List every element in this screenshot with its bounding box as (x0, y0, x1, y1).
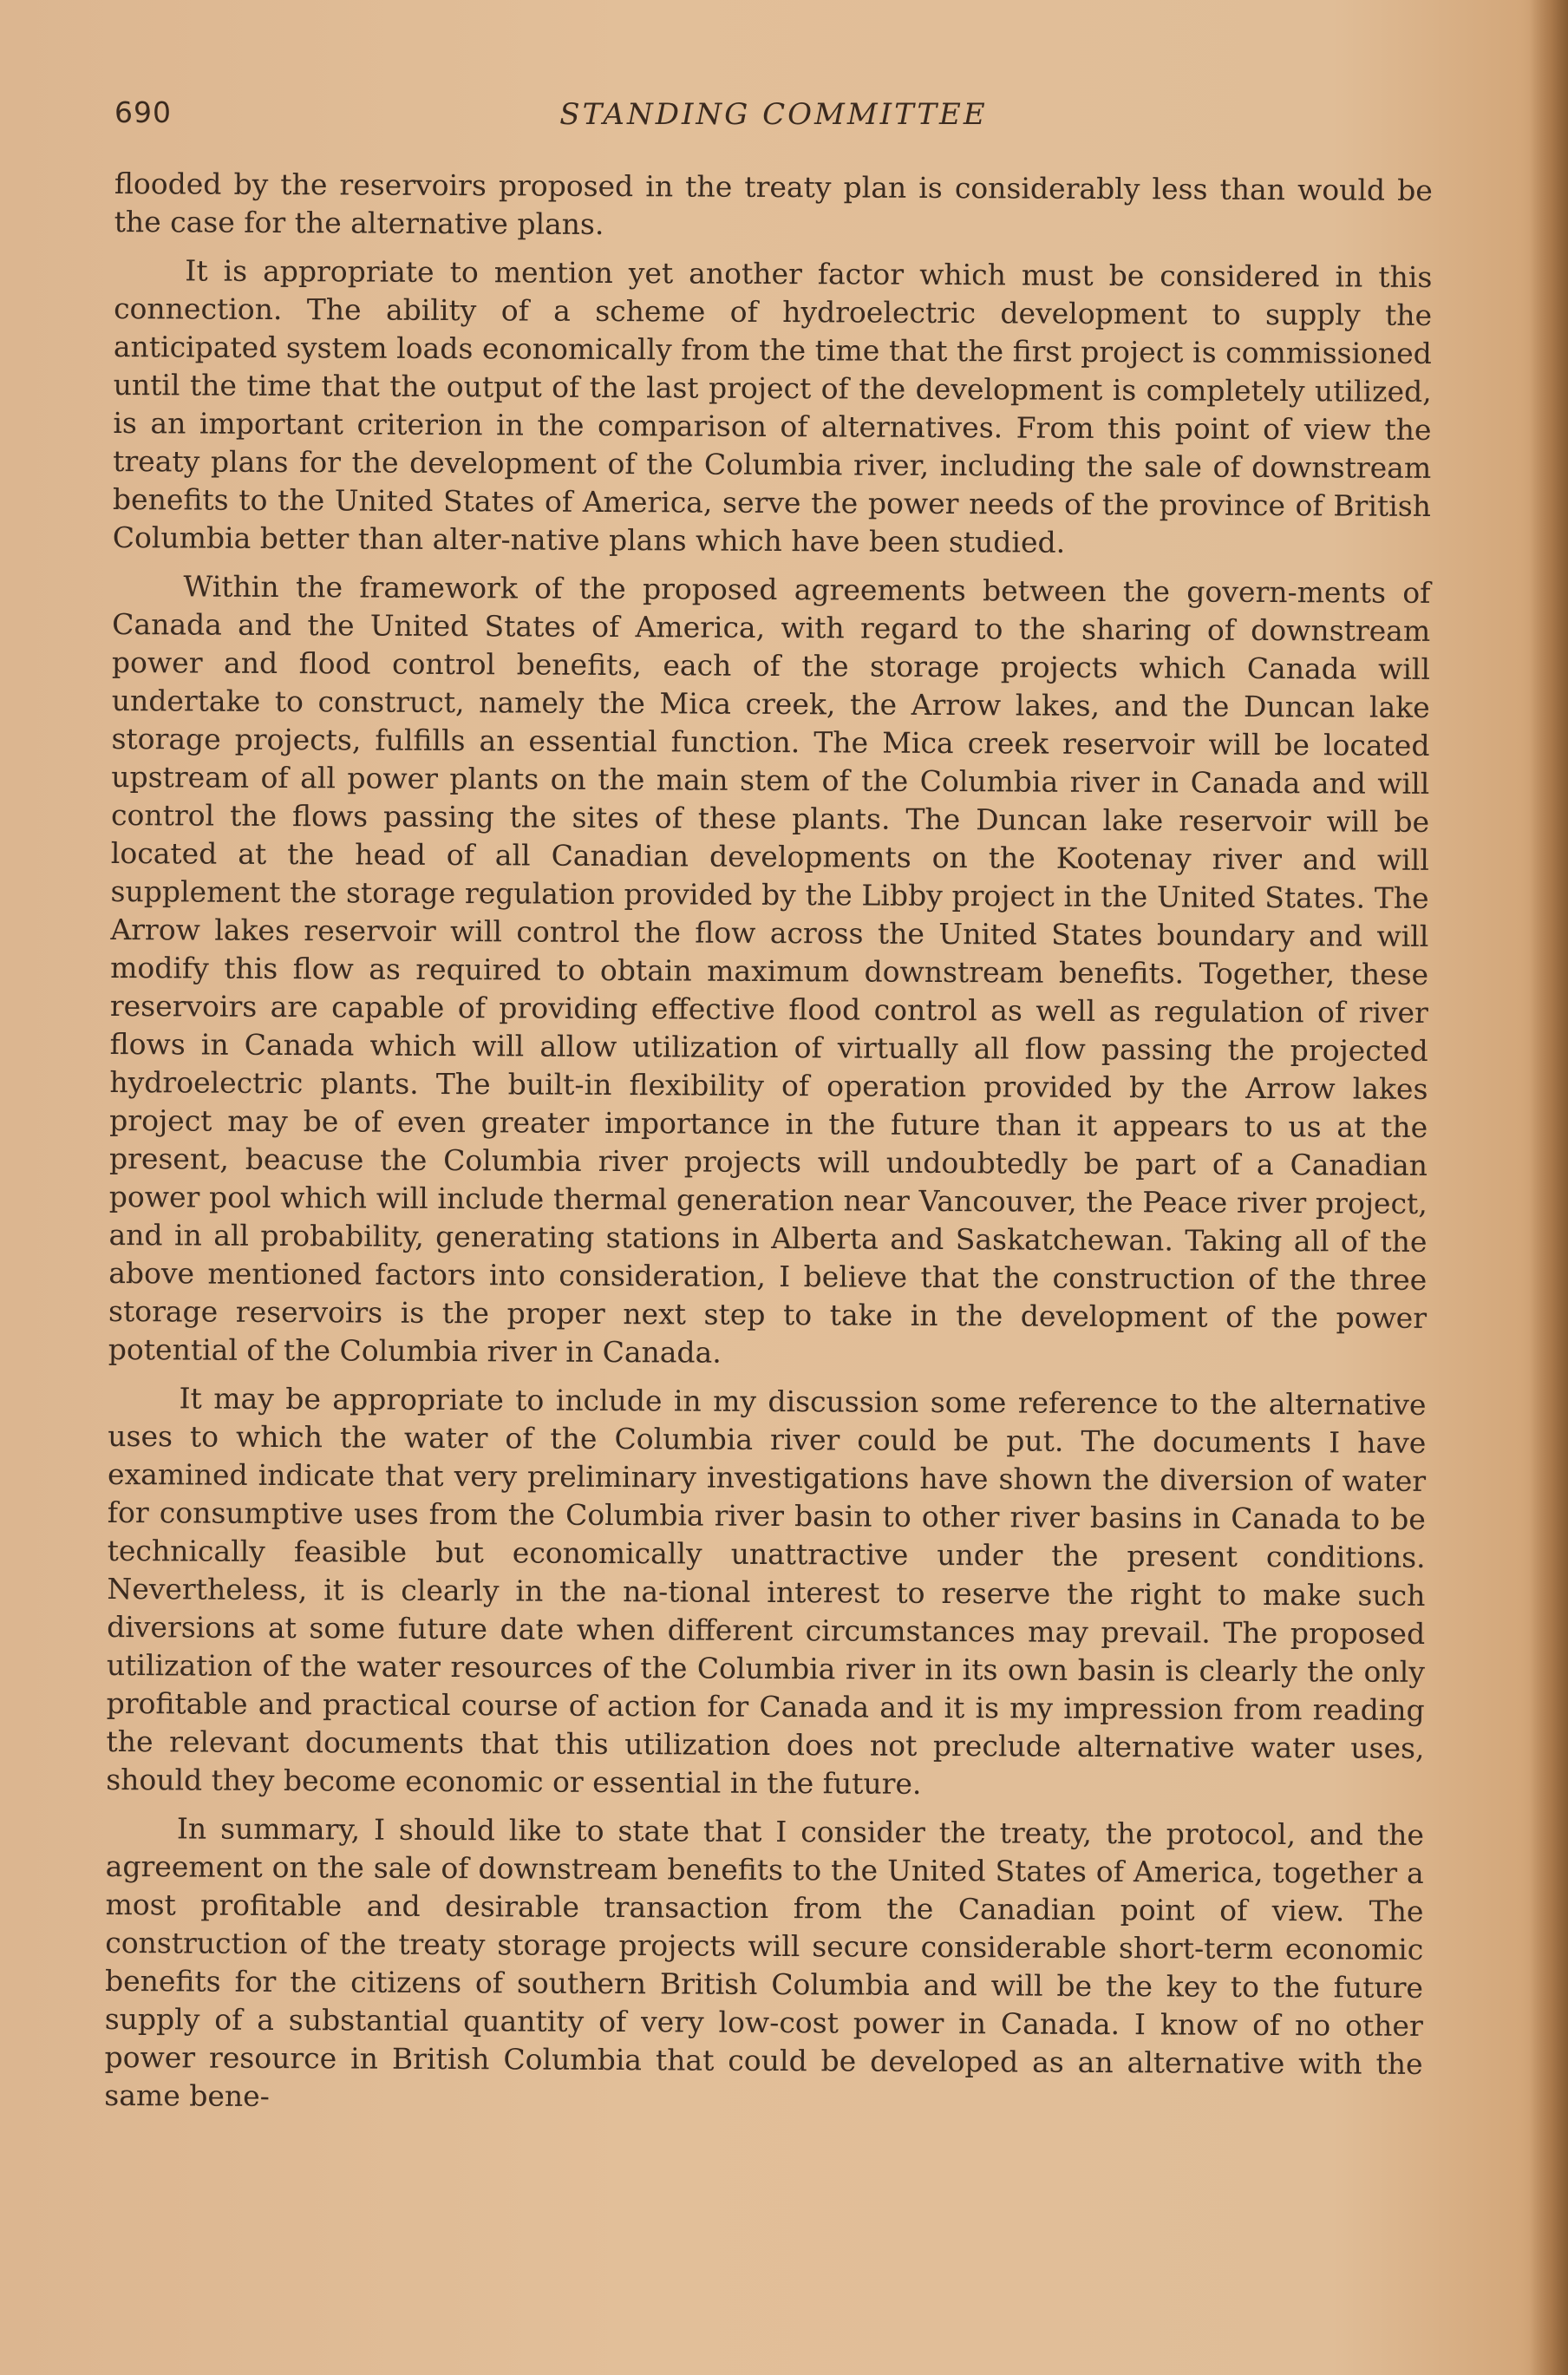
page-number: 690 (114, 95, 172, 129)
body-text (104, 165, 1433, 2132)
page-header (114, 95, 1433, 147)
paragraph: In summary, I should like to state that I consider the treaty, the protocol, and the agreement on the sale of downstream benefits to the United States of America, together a most profitable and desirable transaction from the Canadian point of view. The construction of the treaty storage projects will secure considerable short-term economic benefits for the citizens of southern British Columbia and will be the key to the future supply of a substantial quantity of very low-cost power in Canada. I know of no other power resource in British Columbia that could be developed as an alternative with the same bene- (104, 1811, 1425, 2113)
running-head: STANDING COMMITTEE (559, 97, 988, 132)
paragraph: It is appropriate to mention yet another factor which must be considered in this connection. The ability of a scheme of hydroelectric development to supply the anticipated system loads economically from the time that the first project is commissioned until the time that the output of the last project of the development is completely utilized, is an important criterion in the comparison of alternatives. From this point of view the treaty plans for the development of the Columbia river, including the sale of downstream benefits to the United States of America, serve the power needs of the province of British Columbia better than alter-native plans which have been studied. (112, 253, 1433, 559)
paragraph: Within the framework of the proposed agreements between the govern-ments of Canada and the United States of America, with regard to the sharing of downstream power and flood control benefits, each of the storage projects which Canada will undertake to construct, namely the Mica creek, the Arrow lakes, and the Duncan lake storage projects, fulfills an essential function. The Mica creek reservoir will be located upstream of all power plants on the main stem of the Columbia river in Canada and will control the flows passing the sites of these plants. The Duncan lake reservoir will be located at the head of all Canadian developments on the Kootenay river and will supplement the storage regulation provided by the Libby project in the United States. The Arrow lakes reservoir will control the flow across the United States boundary and will modify this flow as required to obtain maximum downstream benefits. Together, these reservoirs are capable of providing effective flood control as well as regulation of river flows in Canada which will allow utilization of virtually all flow passing the projected hydroelectric plants. The built-in flexibility of operation provided by the Arrow lakes project may be of even greater importance in the future than it appears to us at the present, beacuse the Columbia river projects will undoubtedly be part of a Canadian power pool which will include thermal generation near Vancouver, the Peace river project, and in all probability, generating stations in Alberta and Saskatchewan. Taking all of the above mentioned factors into consideration, I believe that the construction of the three storage reservoirs is the proper next step to take in the development of the power potential of the Columbia river in Canada. (108, 569, 1431, 1370)
page-edge-shadow (1530, 0, 1568, 2375)
paragraph-continued: flooded by the reservoirs proposed in the treaty plan is considerably less than would be the case for the alternative plans. (114, 166, 1433, 241)
paragraph: It may be appropriate to include in my discussion some reference to the alternative uses to which the water of the Columbia river could be put. The documents I have examined indicate that very preliminary investigations have shown the diversion of water for consumptive uses from the Columbia river basin to other river basins in Canada to be technically feasible but economically unattractive under the present conditions. Nevertheless, it is clearly in the na-tional interest to reserve the right to make such diversions at some future date when different circumstances may prevail. The proposed utilization of the water resources of the Columbia river in its own basin is clearly the only profitable and practical course of action for Canada and it is my impression from reading the relevant documents that this utilization does not preclude alternative water uses, should they become economic or essential in the future. (106, 1381, 1427, 1801)
